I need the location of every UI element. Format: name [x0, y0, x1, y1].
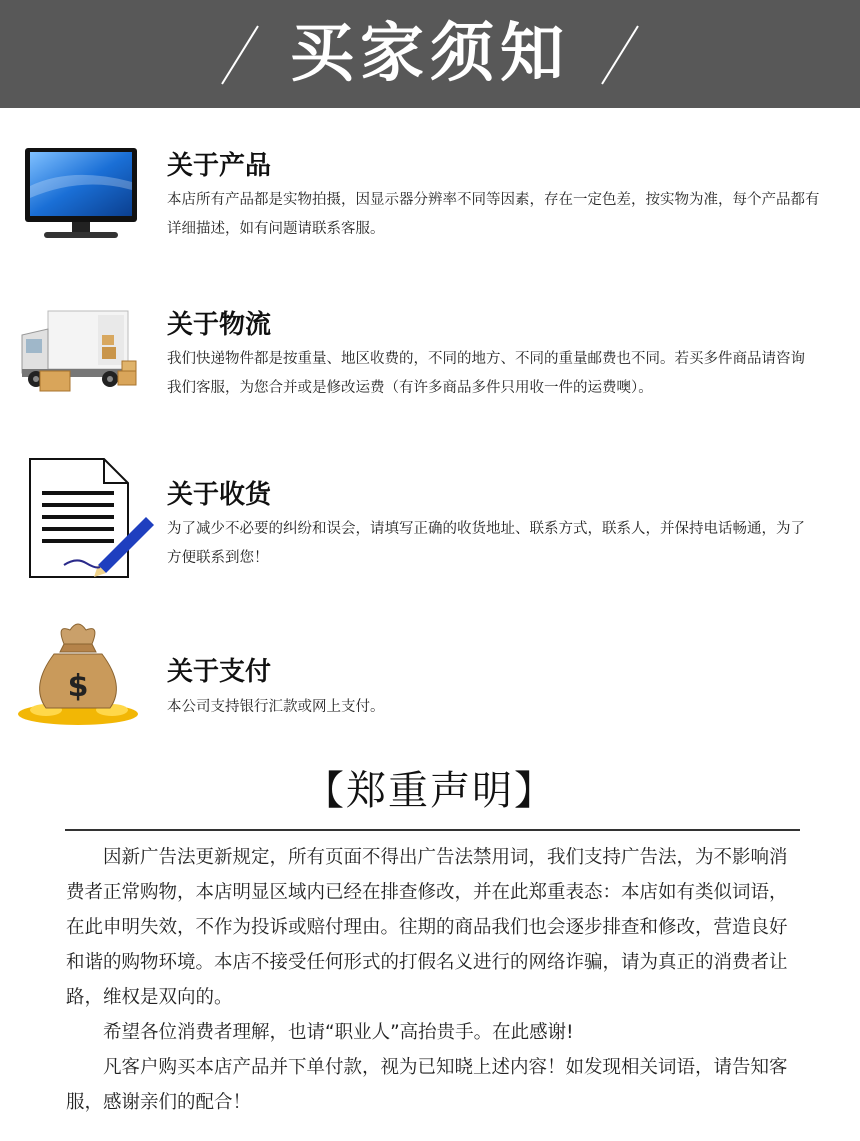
section-title: 关于支付	[167, 657, 272, 687]
declaration-paragraph: 希望各位消费者理解，也请“职业人”高抬贵手。在此感谢!	[103, 1022, 574, 1043]
section-title: 关于物流	[167, 310, 272, 340]
section-text: 本店所有产品都是实物拍摄，因显示器分辨率不同等因素，存在一定色差，按实物为准，每个产品都有详细描述，如有问题请联系客服。	[167, 192, 820, 237]
svg-text:$: $	[67, 669, 89, 704]
section-text: 我们快递物件都是按重量、地区收费的，不同的地方、不同的重量邮费也不同。若买多件商品请咨询我们客服，为您合并或是修改运费（有许多商品多件只用收一件的运费噢）。	[167, 351, 805, 396]
section-text: 为了减少不必要的纠纷和误会，请填写正确的收货地址、联系方式，联系人，并保持电话畅通，为了方便联系到您！	[167, 521, 805, 566]
declaration-title: 【郑重声明】	[304, 768, 556, 814]
section-title: 关于收货	[167, 480, 272, 510]
money-bag-icon	[16, 616, 144, 732]
declaration-paragraph: 凡客户购买本店产品并下单付款，视为已知晓上述内容！如发现相关词语，请告知客服，感谢亲们的配合！	[66, 1057, 788, 1113]
section-title: 关于产品	[167, 151, 272, 181]
page-title: 买家须知	[290, 17, 570, 91]
section-text: 本公司支持银行汇款或网上支付。	[167, 699, 385, 715]
declaration-paragraph: 因新广告法更新规定，所有页面不得出广告法禁用词，我们支持广告法，为不影响消费者正常购物，本店明显区域内已经在排查修改，并在此郑重表态：本店如有类似词语，在此申明失效，不作为投诉或赔付理由。往期的商品我们也会逐步排查和修改，营造良好和谐的购物环境。本店不接受任何形式的打假名义进行的网络诈骗，请为真正的消费者让路，维权是双向的。	[66, 847, 788, 1008]
document-pen-icon	[28, 457, 156, 585]
monitor-icon	[22, 146, 140, 246]
divider	[65, 829, 800, 831]
declaration-body	[66, 840, 801, 1120]
slash-decoration-right	[598, 22, 642, 88]
truck-icon	[18, 305, 144, 401]
header-banner	[0, 0, 860, 108]
